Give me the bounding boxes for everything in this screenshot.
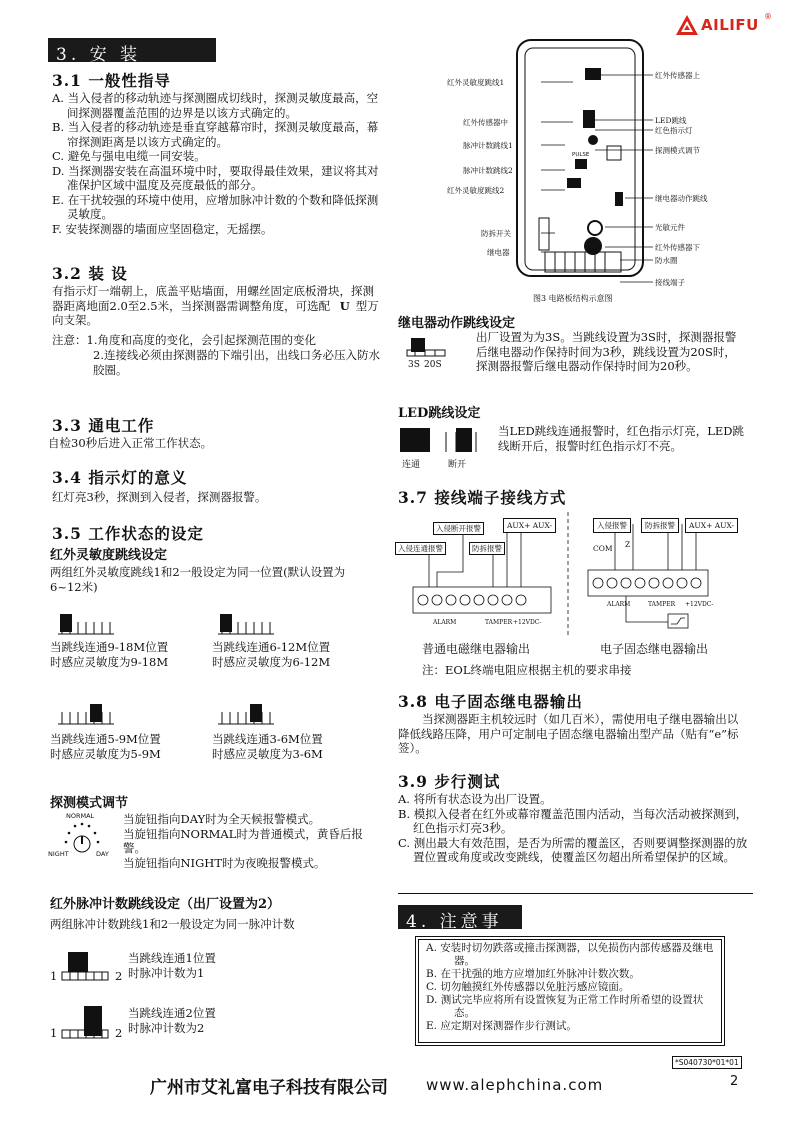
wiring-z: Z [625, 540, 631, 549]
relay-title: 继电器动作跳线设定 [398, 316, 516, 331]
knob-normal-label: NORMAL [66, 812, 95, 820]
pulse-1-left-num: 1 [50, 969, 58, 983]
fig-pulse-label: PULSE [572, 152, 590, 158]
brand-reg: ® [764, 12, 772, 21]
led-jumper-icon [400, 426, 490, 456]
jumper-6-12m-icon [218, 612, 274, 636]
led-off-label: 断开 [448, 460, 467, 470]
section-3-9-list [398, 792, 748, 865]
section-3-3-body: 自检30秒后进入正常工作状态。 [48, 436, 213, 450]
notes-list [426, 942, 716, 1033]
list-item: C. 切勿触摸红外传感器以免脏污感应镜面。 [426, 981, 630, 993]
section-3-1-title: 3.1 一般性指导 [52, 71, 171, 90]
section-3-header: 3. 安 装 [48, 38, 216, 62]
wiring-tamper-left: TAMPER [485, 619, 513, 626]
pulse-jumper-2-icon [60, 1004, 110, 1040]
section-3-2-title: 3.2 装 设 [52, 264, 128, 283]
wiring-v12-left: +12VDC- [513, 619, 542, 626]
list-item: A. 当入侵者的移动轨迹与探测圈成切线时，探测灵敏度最高，空间探测器覆盖范围的边界是以该方式确定的。 [52, 91, 379, 120]
pulse-1-right-num: 2 [115, 969, 123, 983]
fig-right-label: 继电器动作跳线 [655, 194, 708, 203]
section-3-7-title: 3.7 接线端子接线方式 [398, 488, 567, 507]
section-3-9-title: 3.9 步行测试 [398, 772, 501, 791]
fig-right-label: 红外传感器上 [655, 71, 700, 80]
section-3-8-body: 当探测器距主机较远时（如几百米），需使用电子继电器输出以降低线路压降，用户可定制电子固态继电器输出型产品（贴有“e”标签）。 [398, 712, 739, 755]
wiring-alarm-right: ALARM [607, 601, 631, 608]
footer-company: 广州市艾礼富电子科技有限公司 [150, 1078, 388, 1098]
led-body: 当LED跳线连通报警时，红色指示灯亮，LED跳线断开后，报警时红色指示灯不亮。 [498, 424, 745, 453]
wiring-alarm-left: ALARM [433, 619, 457, 626]
fig-right-label: 探测模式调节 [655, 146, 700, 155]
list-item: B. 模拟入侵者在红外或幕帘覆盖范围内活动，当每次活动被探测到，红色指示灯亮3秒。 [398, 806, 748, 835]
section-3-5-title: 3.5 工作状态的设定 [52, 524, 204, 543]
wiring-caption-right: 电子固态继电器输出 [600, 642, 709, 656]
jumper-9-18m-desc: 当跳线连通9-18M位置时感应灵敏度为9-18M [50, 640, 169, 669]
wiring-tag-left: 入侵断开报警 [433, 522, 484, 535]
fig-left-label: 脉冲计数跳线2 [463, 166, 513, 175]
wiring-caption-left: 普通电磁继电器输出 [422, 642, 531, 656]
wiring-tag-right: 防拆报警 [641, 518, 679, 533]
relay-20s-label: 20S [424, 360, 442, 370]
fig-left-label: 脉冲计数跳线1 [463, 141, 513, 150]
knob-night-label: NIGHT [48, 850, 69, 858]
section-3-4-body: 红灯亮3秒，探测到入侵者，探测器报警。 [52, 490, 267, 504]
fig-left-label: 红外灵敏度跳线1 [447, 78, 505, 87]
wiring-note: 注：EOL终端电阻应根据主机的要求串接 [422, 663, 632, 677]
section-3-2-note-2: 2.连接线必须由探测器的下端引出，出线口务必压入防水胶圈。 [93, 348, 380, 377]
pulse-intro: 两组脉冲计数跳线1和2一般设定为同一脉冲计数 [50, 917, 295, 931]
fig-left-label: 防拆开关 [481, 229, 511, 238]
pulse-2-right-num: 2 [115, 1026, 123, 1040]
list-item: A. 安装时切勿跌落或撞击探测器，以免损伤内部传感器及继电器。 [426, 942, 714, 967]
pulse-jumper-1-icon [60, 950, 110, 982]
list-item: C. 避免与强电电缆一同安装。 [52, 149, 206, 163]
mode-title: 探测模式调节 [50, 796, 129, 811]
jumper-3-6m-desc: 当跳线连通3-6M位置时感应灵敏度为3-6M [212, 732, 323, 761]
list-item: C. 测出最大有效范围，是否为所需的覆盖区，否则要调整探测器的放置位置或角度或改变跳线，使覆盖区勿超出所希望保护的区域。 [398, 835, 748, 864]
wiring-v12-right: +12VDC- [685, 601, 714, 608]
wiring-tag-left: 入侵连通报警 [395, 542, 446, 555]
relay-3s-label: 3S [408, 360, 420, 370]
pulse-2-desc: 当跳线连通2位置时脉冲计数为2 [128, 1006, 216, 1035]
pulse-2-left-num: 1 [50, 1026, 58, 1040]
mode-knob [48, 812, 116, 866]
section-3-1-list [52, 91, 382, 236]
wiring-tag-right: AUX+ AUX- [685, 518, 738, 533]
brand-name: AILIFU [701, 16, 759, 34]
fig-left-label: 红外灵敏度跳线2 [447, 186, 505, 195]
fig-right-label: 防水圈 [655, 256, 678, 265]
u-bracket-symbol: U [339, 298, 350, 313]
fig-right-label: 光敏元件 [655, 223, 685, 232]
pulse-title: 红外脉冲计数跳线设定（出厂设置为2） [50, 897, 281, 912]
mode-text [123, 812, 368, 870]
list-item: D. 当探测器安装在高温环境中时，要取得最佳效果，建议将其对准保护区域中温度及亮度最低的部分。 [52, 163, 379, 192]
led-on-label: 连通 [402, 460, 421, 470]
fig-right-label: LED跳线 [655, 116, 687, 125]
sensitivity-subtitle: 红外灵敏度跳线设定 [50, 548, 168, 563]
list-item: B. 在干扰强的地方应增加红外脉冲计数次数。 [426, 968, 640, 980]
section-3-3-title: 3.3 通电工作 [52, 416, 155, 435]
mode-day-line: 当旋钮指向DAY时为全天候报警模式。 [123, 812, 321, 826]
wiring-tag-left: AUX+ AUX- [503, 518, 556, 533]
fig-right-label: 红外传感器下 [655, 243, 700, 252]
wiring-tag-left: 防拆报警 [469, 542, 505, 555]
relay-jumper-icon [405, 336, 447, 358]
list-item: D. 测试完毕应将所有设置恢复为正常工作时所希望的设置状态。 [426, 994, 704, 1019]
jumper-9-18m-icon [58, 612, 114, 636]
jumper-3-6m-icon [218, 702, 274, 726]
jumper-5-9m-desc: 当跳线连通5-9M位置时感应灵敏度为5-9M [50, 732, 161, 761]
fig-right-label: 红色指示灯 [655, 126, 693, 135]
jumper-5-9m-icon [58, 702, 114, 726]
section-3-8-title: 3.8 电子固态继电器输出 [398, 692, 583, 711]
mode-night-line: 当旋钮指向NIGHT时为夜晚报警模式。 [123, 855, 326, 870]
section-3-4-title: 3.4 指示灯的意义 [52, 468, 188, 487]
pulse-1-desc: 当跳线连通1位置时脉冲计数为1 [128, 951, 216, 980]
wiring-com: COM [593, 544, 613, 553]
fig3-caption: 图3 电路板结构示意图 [533, 294, 613, 303]
fig-left-label: 红外传感器中 [463, 118, 508, 127]
list-item: E. 应定期对探测器作步行测试。 [426, 1020, 577, 1032]
sensitivity-intro: 两组红外灵敏度跳线1和2一般设定为同一位置(默认设置为6~12米) [50, 565, 346, 594]
fig-left-label: 继电器 [487, 248, 510, 257]
relay-body: 出厂设置为为3S。当跳线设置为3S时，探测器报警后继电器动作保持时间为3秒，跳线设置为20S时，探测器报警后继电器动作保持时间为20秒。 [476, 330, 737, 373]
list-item: A. 将所有状态设为出厂设置。 [398, 792, 552, 806]
footer-url: www.alephchina.com [426, 1076, 604, 1094]
knob-day-label: DAY [96, 850, 109, 858]
page-number: 2 [730, 1074, 739, 1089]
document-code: *S040730*01*01 [672, 1056, 742, 1069]
section-4-header: 4. 注意事项 [398, 905, 522, 929]
list-item: B. 当入侵者的移动轨迹是垂直穿越幕帘时，探测灵敏度最高，幕帘探测距离是以该方式确定的。 [52, 120, 379, 149]
section-3-2-body: 有指示灯一端朝上，底盖平贴墙面，用螺丝固定底板滑块，探测器距离地面2.0至2.5米，当探测器需调整角度，可选配 U 型万向支架。 [52, 284, 379, 327]
jumper-6-12m-desc: 当跳线连通6-12M位置时感应灵敏度为6-12M [212, 640, 331, 669]
section-divider [398, 893, 753, 894]
mode-normal-line: 当旋钮指向NORMAL时为普通模式，黄昏后报警。 [123, 826, 363, 855]
list-item: F. 安装探测器的墙面应坚固稳定，无摇摆。 [52, 221, 273, 236]
fig-right-label: 接线端子 [655, 278, 685, 287]
list-item: E. 在干扰较强的环境中使用，应增加脉冲计数的个数和降低探测灵敏度。 [52, 192, 379, 221]
section-3-2-note-1: 注意：1.角度和高度的变化，会引起探测范围的变化 [52, 333, 316, 347]
circuit-board-figure [445, 20, 760, 310]
wiring-tag-right: 入侵报警 [593, 518, 631, 533]
wiring-tamper-right: TAMPER [648, 601, 676, 608]
led-title: LED跳线设定 [398, 406, 481, 421]
